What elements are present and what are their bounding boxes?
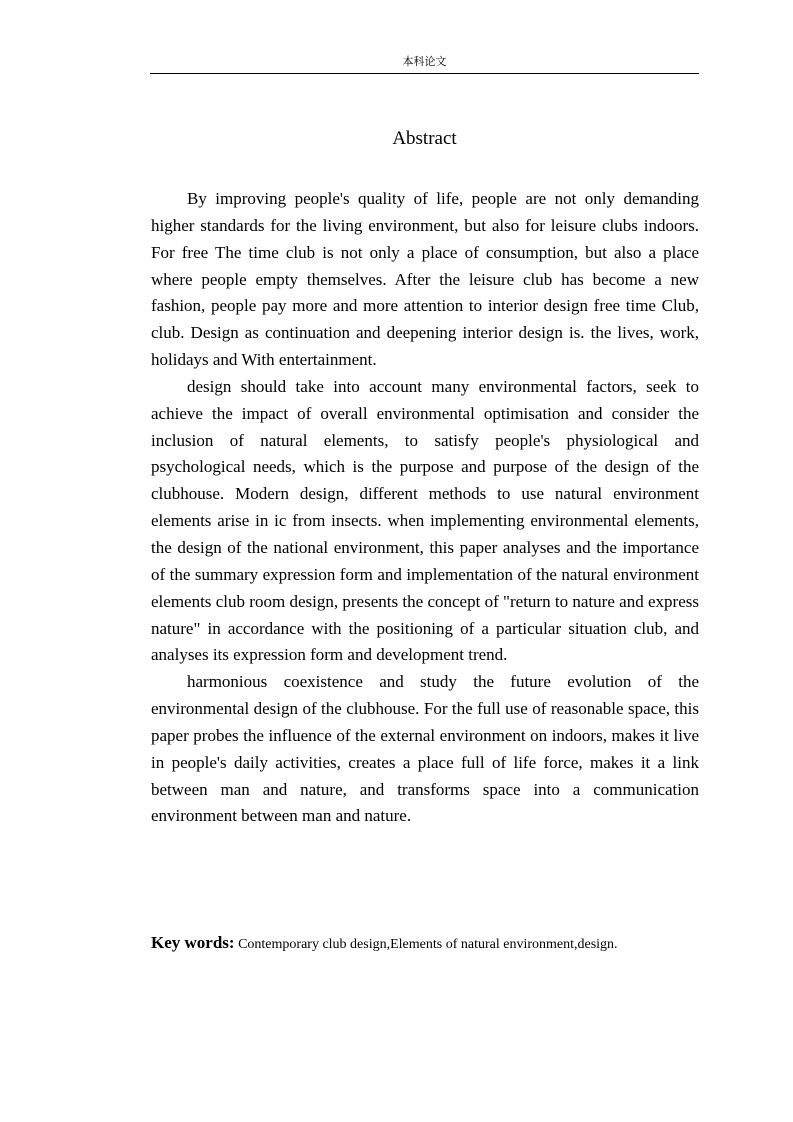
keywords-label: Key words: (151, 933, 235, 952)
abstract-paragraph-2: design should take into account many environmental factors, seek to achieve the impact of overall environmental optimisation and consider the inclusion of natural elements, to satisfy people's physiological and psychological needs, which is the purpose and purpose of the design of the clubhouse. Modern design, different methods to use natural environment elements arise in ic from insects. when implementing environmental elements, the design of the national environment, this paper analyses and the importance of the summary expression form and implementation of the natural environment elements club room design, presents the concept of "return to nature and express nature" in accordance with the positioning of a particular situation club, and analyses its expression form and development trend. (151, 376, 699, 665)
abstract-paragraph-3: harmonious coexistence and study the future evolution of the environmental design of the clubhouse. For the full use of reasonable space, this paper probes the influence of the external environment on indoors, makes it live in people's daily activities, creates a place full of life force, makes it a link between man and nature, and transforms space into a communication environment between man and nature. (151, 672, 699, 826)
abstract-title: Abstract (392, 128, 457, 149)
header-rule (150, 73, 699, 74)
abstract-body (151, 186, 699, 830)
running-header: 本科论文 (402, 55, 447, 68)
abstract-paragraph-1: By improving people's quality of life, people are not only demanding higher standards for the living environment, but also for leisure clubs indoors. For free The time club is not only a place of consumption, but also a place where people empty themselves. After the leisure club has become a new fashion, people pay more and more attention to interior design free time Club, club. Design as continuation and deepening interior design is. the lives, work, holidays and With entertainment. (151, 189, 699, 370)
keywords-line (151, 932, 711, 956)
keywords-text: Contemporary club design,Elements of natural environment,design. (238, 937, 618, 952)
